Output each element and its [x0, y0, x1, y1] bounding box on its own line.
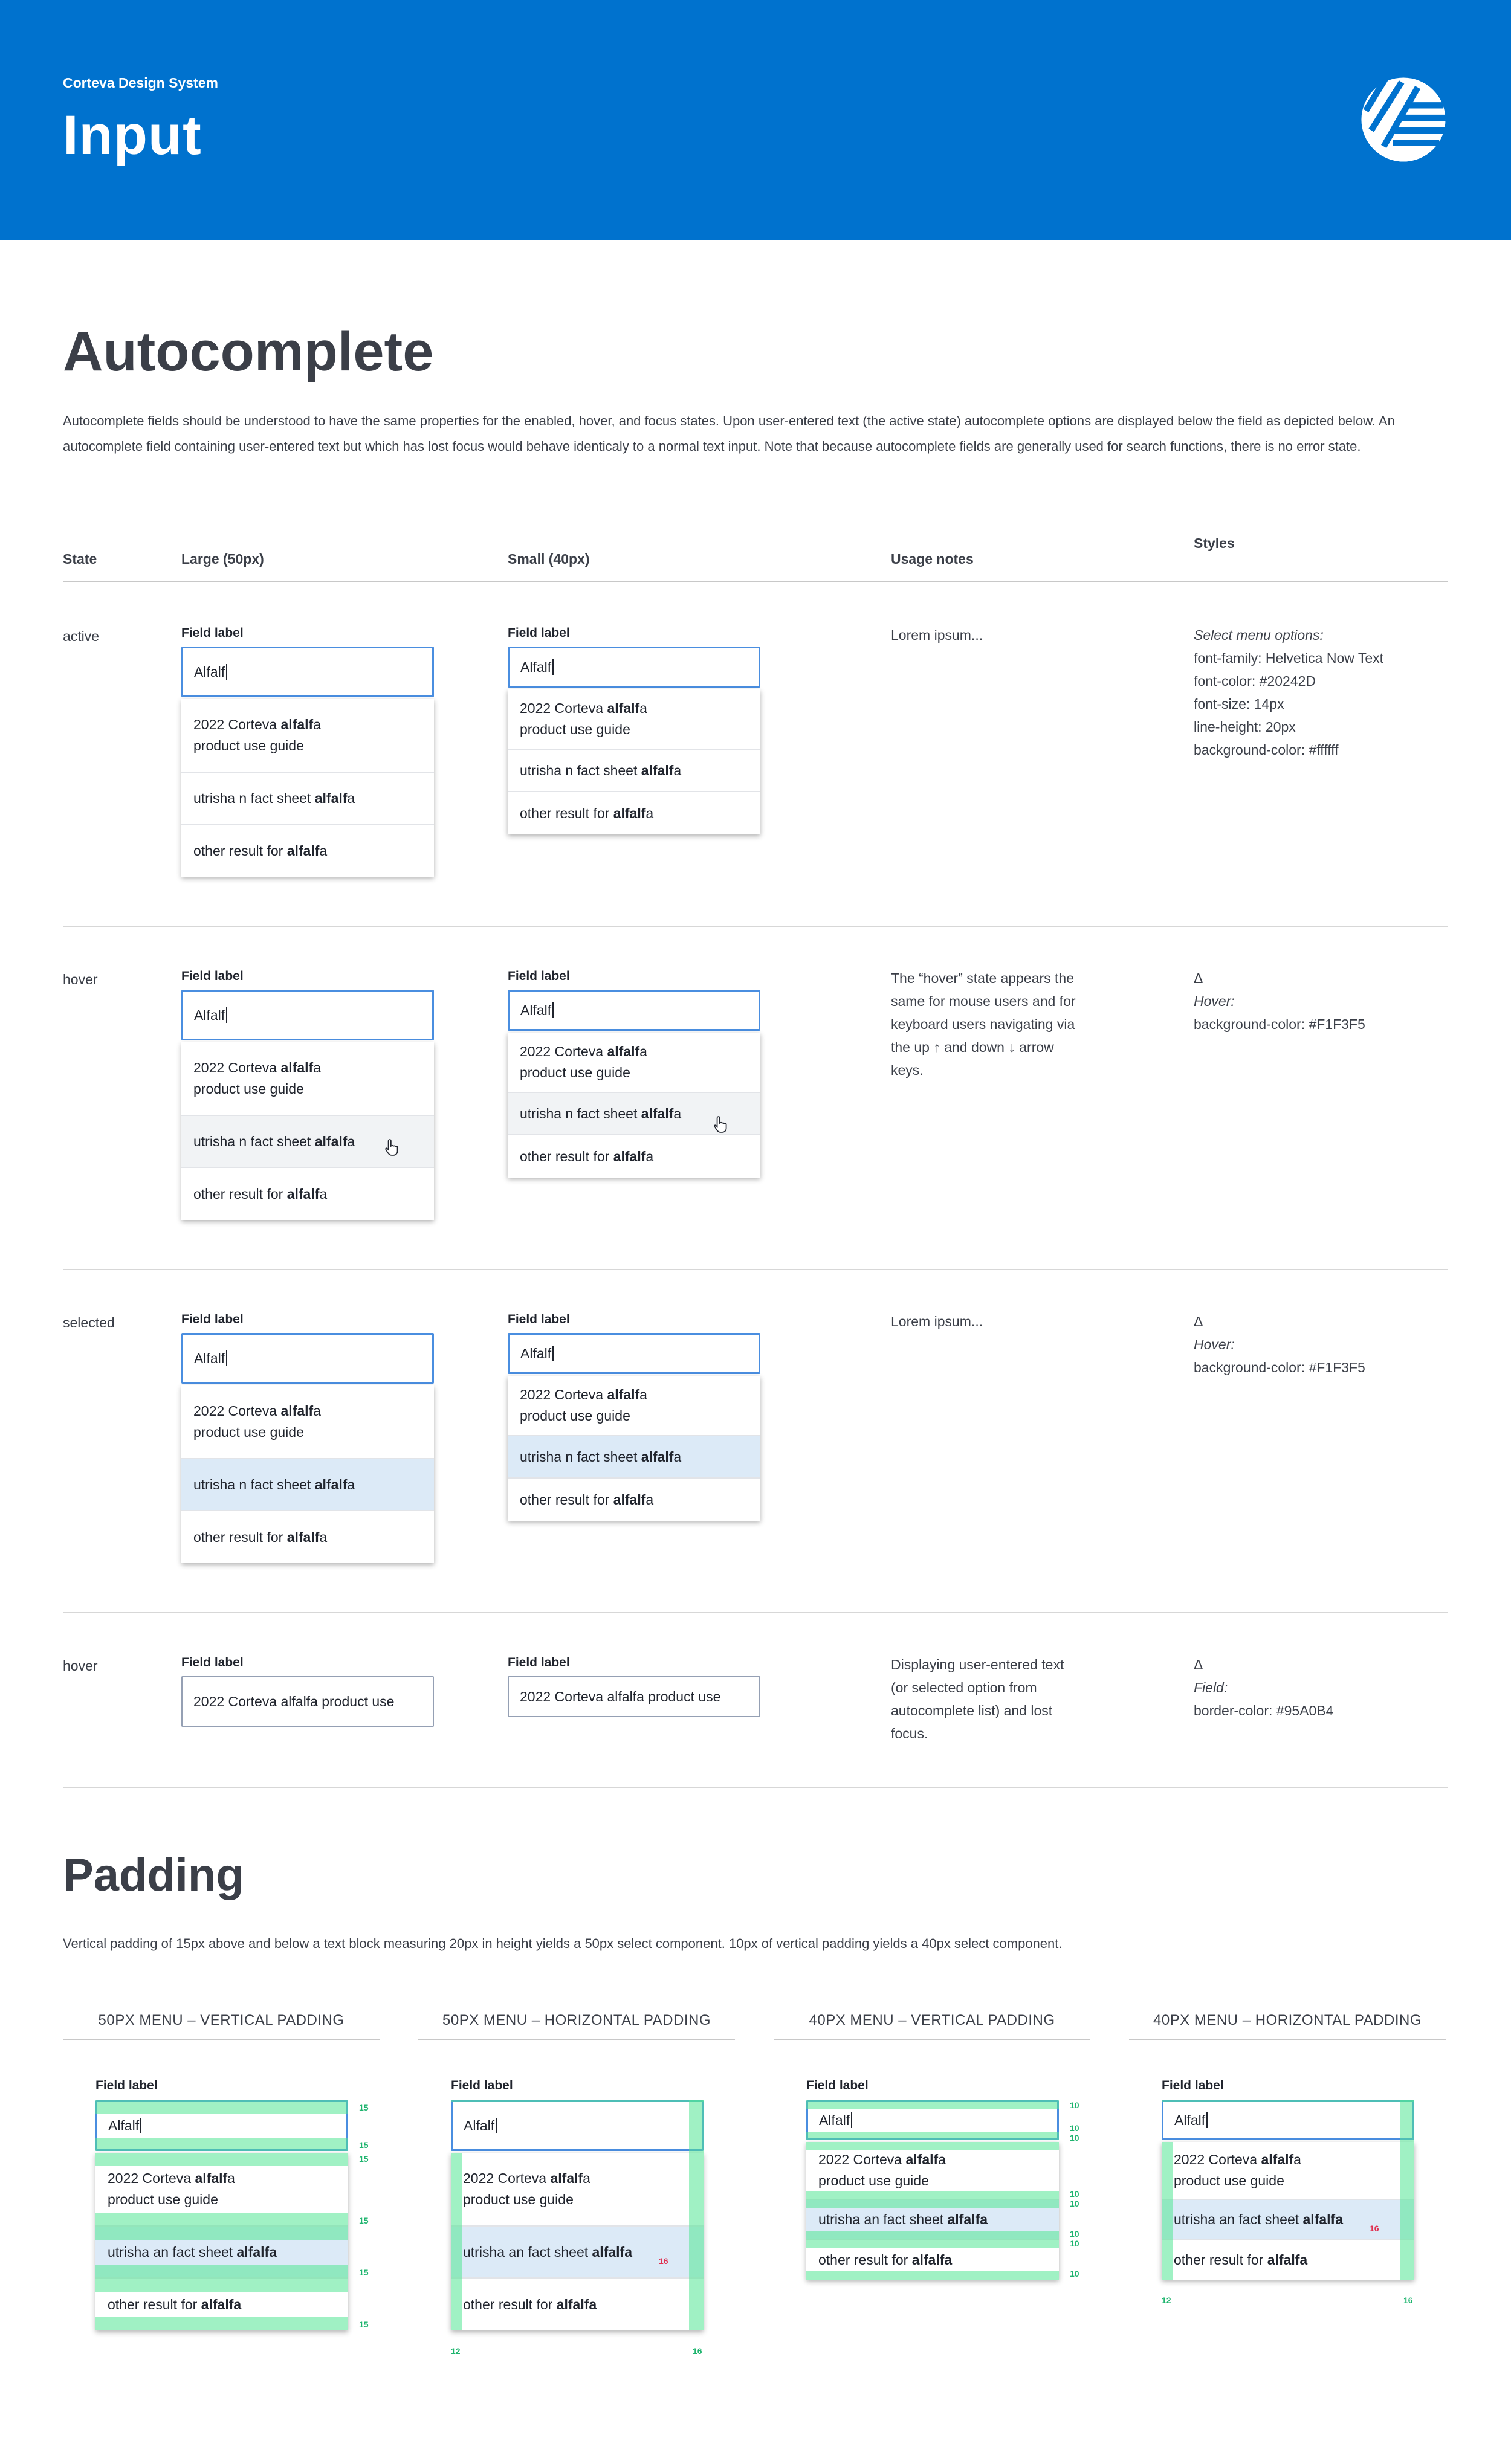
field-label: Field label: [508, 969, 570, 983]
style-line: background-color: #F1F3F5: [1194, 1016, 1365, 1032]
autocomplete-menu: [1162, 2142, 1414, 2280]
autocomplete-input[interactable]: [181, 647, 434, 697]
menu-option[interactable]: [181, 773, 434, 825]
input-value: Alfalf: [194, 1350, 225, 1366]
style-line: Select menu options:: [1194, 627, 1324, 643]
padding-column: [418, 2012, 735, 2040]
padding-column: [63, 2012, 380, 2040]
padding-band: [806, 2191, 1059, 2200]
option-text: 2022 Corteva: [193, 1403, 281, 1419]
option-text-rest: a: [645, 1491, 654, 1508]
padding-value: 15: [359, 2268, 369, 2277]
autocomplete-menu: [451, 2153, 704, 2330]
col-small: Small (40px): [508, 551, 590, 567]
style-line: font-size: 14px: [1194, 696, 1284, 712]
style-line: Field:: [1194, 1680, 1228, 1695]
col-usage: Usage notes: [891, 551, 974, 567]
padding-band-field-left: [451, 2100, 704, 2102]
usage-notes: Displaying user-entered text (or selected option from autocomplete list) and lost focus.: [891, 1657, 1064, 1741]
option-match: alfalfa: [592, 2243, 632, 2260]
option-match: alfalf: [613, 1491, 646, 1508]
row-divider: [63, 1612, 1448, 1613]
style-line: font-color: #20242D: [1194, 673, 1316, 689]
autocomplete-menu: [806, 2142, 1059, 2280]
menu-option[interactable]: [508, 792, 760, 834]
option-match: alfalf: [641, 1105, 674, 1121]
padding-band: [806, 2200, 1059, 2208]
autocomplete-input[interactable]: [508, 990, 760, 1031]
menu-option[interactable]: [508, 1135, 760, 1178]
option-match: alfalf: [286, 1529, 320, 1545]
option-text-rest: a: [227, 2170, 235, 2186]
padding-value: 10: [1070, 2269, 1079, 2279]
field-label: Field label: [95, 2079, 158, 2092]
page-header: [0, 0, 1511, 240]
option-text-rest: a: [347, 1476, 355, 1492]
input-value: Alfalf: [1174, 2112, 1206, 2128]
col-styles: Styles: [1194, 535, 1235, 551]
option-text-rest: a: [313, 717, 321, 732]
menu-option[interactable]: [508, 1479, 760, 1521]
option-match: alfalfa: [236, 2243, 277, 2260]
input-value: 2022 Corteva alfalfa product use: [193, 1693, 395, 1709]
row-state-label: hover: [63, 1658, 98, 1674]
autocomplete-input[interactable]: [508, 1333, 760, 1374]
style-line: Δ: [1194, 1657, 1203, 1672]
padding-value: 10: [1070, 2199, 1079, 2208]
large-autocomplete-0: [181, 626, 434, 877]
option-line2: product use guide: [108, 2191, 218, 2207]
option-match: alfalf: [286, 842, 320, 859]
style-line: Δ: [1194, 1314, 1203, 1329]
padding-band-right: [1400, 2100, 1414, 2280]
option-match: alfalf: [613, 805, 646, 821]
option-text-rest: a: [938, 2152, 946, 2167]
option-line2: product use guide: [1174, 2173, 1284, 2188]
menu-option[interactable]: [508, 1436, 760, 1479]
padding-value: 10: [1070, 2133, 1079, 2143]
menu-option[interactable]: [181, 699, 434, 773]
page-title: Input: [63, 105, 202, 166]
text-caret: [140, 2118, 141, 2133]
option-match: alfalf: [314, 1476, 348, 1492]
padding-band-field-left: [1162, 2100, 1414, 2102]
text-caret: [851, 2112, 852, 2128]
style-line: border-color: #95A0B4: [1194, 1703, 1334, 1718]
padding-value: 15: [359, 2154, 369, 2164]
padding-value-left: 12: [1162, 2295, 1171, 2305]
option-text-rest: a: [639, 700, 647, 716]
input-value: Alfalf: [520, 1345, 552, 1361]
option-line2: product use guide: [193, 738, 304, 753]
option-match: alfalfa: [201, 2296, 242, 2312]
option-match: alfalfa: [1267, 2251, 1308, 2268]
option-text: 2022 Corteva: [520, 1387, 607, 1402]
option-match: alfalf: [195, 2170, 228, 2186]
option-text: 2022 Corteva: [193, 717, 281, 732]
usage-notes: Lorem ipsum...: [891, 1314, 983, 1329]
field-label: Field label: [181, 626, 244, 640]
style-line: font-family: Helvetica Now Text: [1194, 650, 1384, 666]
hand-pointer-icon: [384, 1138, 400, 1156]
option-match: alfalf: [1261, 2152, 1294, 2167]
input-value: Alfalf: [520, 659, 552, 675]
text-caret: [552, 659, 554, 675]
option-text-rest: a: [1293, 2152, 1301, 2167]
option-match: alfalf: [613, 1148, 646, 1164]
option-text-rest: a: [319, 1529, 328, 1545]
option-text: other result for: [520, 1491, 613, 1508]
style-line: Hover:: [1194, 1337, 1235, 1352]
large-autocomplete-1: [181, 969, 434, 1220]
padding-column: [1129, 2012, 1446, 2040]
input-value: Alfalf: [108, 2117, 140, 2133]
menu-option[interactable]: [181, 1042, 434, 1116]
large-autocomplete-2: [181, 1312, 434, 1563]
menu-option[interactable]: [1162, 2240, 1414, 2280]
padding-value-right: 16: [1403, 2295, 1413, 2305]
padding-band: [806, 2142, 1059, 2150]
autocomplete-menu: [95, 2153, 348, 2330]
padding-value-left: 12: [451, 2346, 461, 2356]
option-text: utrisha n fact sheet: [520, 1448, 641, 1465]
padding-column-title: 50PX MENU – HORIZONTAL PADDING: [418, 2012, 735, 2040]
option-text: other result for: [818, 2251, 912, 2268]
padding-heading: Padding: [63, 1850, 244, 1901]
menu-option[interactable]: [451, 2227, 704, 2279]
padding-band: [95, 2153, 348, 2166]
design-system-eyebrow: Corteva Design System: [63, 75, 218, 91]
option-text: utrisha an fact sheet: [108, 2243, 237, 2260]
option-text: utrisha an fact sheet: [1174, 2211, 1303, 2227]
option-text: utrisha n fact sheet: [193, 790, 315, 806]
row-state-label: active: [63, 628, 100, 644]
option-text: 2022 Corteva: [1174, 2152, 1261, 2167]
input-value: Alfalf: [194, 663, 225, 680]
option-line2: product use guide: [520, 1065, 630, 1080]
menu-option[interactable]: [181, 1385, 434, 1459]
header-divider: [63, 581, 1448, 582]
padding-value-right: 16: [693, 2346, 702, 2356]
option-text: utrisha n fact sheet: [520, 1105, 641, 1121]
autocomplete-input[interactable]: [508, 1676, 760, 1717]
field-label: Field label: [806, 2079, 869, 2092]
option-match: alfalf: [607, 1387, 640, 1402]
option-text: 2022 Corteva: [818, 2152, 906, 2167]
style-notes: [1194, 967, 1448, 1036]
style-notes: [1194, 1653, 1448, 1722]
option-match: alfalfa: [947, 2211, 988, 2227]
option-match: alfalfa: [1302, 2211, 1343, 2227]
option-text-rest: a: [347, 1133, 355, 1149]
option-text-rest: a: [319, 1185, 328, 1202]
padding-value: 10: [1070, 2123, 1079, 2133]
row-state-label: selected: [63, 1315, 115, 1330]
autocomplete-input[interactable]: [181, 1676, 434, 1727]
option-text: other result for: [520, 805, 613, 821]
autocomplete-menu: [181, 699, 434, 877]
padding-band: [95, 2279, 348, 2292]
padding-gap-value: 16: [1370, 2224, 1379, 2233]
field-label: Field label: [451, 2079, 513, 2092]
option-match: alfalf: [314, 1133, 348, 1149]
padding-value: 10: [1070, 2100, 1079, 2110]
option-text: 2022 Corteva: [193, 1060, 281, 1076]
padding-column-title: 40PX MENU – HORIZONTAL PADDING: [1129, 2012, 1446, 2040]
option-line2: product use guide: [463, 2191, 574, 2207]
option-match: alfalf: [286, 1185, 320, 1202]
option-match: alfalf: [280, 717, 314, 732]
option-text-rest: a: [645, 1148, 654, 1164]
padding-band: [95, 2265, 348, 2279]
menu-option[interactable]: [508, 750, 760, 792]
style-line: Δ: [1194, 970, 1203, 986]
autocomplete-input[interactable]: [508, 647, 760, 688]
option-text-rest: a: [673, 1105, 682, 1121]
small-autocomplete-1: [508, 969, 760, 1178]
option-text-rest: a: [313, 1060, 321, 1076]
col-large: Large (50px): [181, 551, 264, 567]
autocomplete-menu: [181, 1042, 434, 1220]
option-text: other result for: [193, 1529, 287, 1545]
option-match: alfalf: [280, 1403, 314, 1419]
usage-notes: Lorem ipsum...: [891, 627, 983, 643]
field-label: Field label: [1162, 2079, 1224, 2092]
padding-band: [95, 2227, 348, 2240]
padding-column: [774, 2012, 1090, 2040]
text-caret: [226, 1350, 227, 1366]
padding-gap-value: 16: [659, 2256, 668, 2266]
autocomplete-menu: [508, 1033, 760, 1178]
option-line2: product use guide: [193, 1081, 304, 1097]
autocomplete-intro: Autocomplete fields should be understood to have the same properties for the enabled, hover, and focus states. Upon user-entered text (the active state) autocomplete options are displayed below the field as depicted below. An autocomplete field containing user-entered text but which has lost focus would behave identicaly to a normal text input. Note that because autocomplete fields are generally used for search functions, there is no error state.: [63, 413, 1395, 454]
padding-band: [806, 2132, 1059, 2140]
autocomplete-input[interactable]: [1162, 2100, 1414, 2140]
option-text: 2022 Corteva: [463, 2170, 551, 2186]
style-line: background-color: #ffffff: [1194, 742, 1339, 758]
option-text-rest: a: [639, 1387, 647, 1402]
menu-option[interactable]: [451, 2279, 704, 2330]
option-line2: product use guide: [818, 2173, 929, 2188]
option-text: other result for: [193, 842, 287, 859]
option-text-rest: a: [319, 842, 328, 859]
option-match: alfalfa: [556, 2296, 597, 2312]
option-line2: product use guide: [193, 1424, 304, 1440]
padding-band: [95, 2213, 348, 2227]
text-caret: [226, 664, 227, 680]
row-divider: [63, 926, 1448, 927]
autocomplete-input[interactable]: [451, 2100, 704, 2151]
small-autocomplete-0: [508, 626, 760, 834]
field-label: Field label: [181, 969, 244, 983]
option-text-rest: a: [347, 790, 355, 806]
option-match: alfalfa: [911, 2251, 953, 2268]
padding-intro: Vertical padding of 15px above and below a text block measuring 20px in height yields a 50px select component. 10px of vertical padding yields a 40px select component.: [63, 1936, 1063, 1951]
hand-pointer-icon: [713, 1115, 729, 1134]
option-text: utrisha n fact sheet: [520, 762, 641, 778]
padding-value: 10: [1070, 2239, 1079, 2248]
option-text: 2022 Corteva: [520, 700, 607, 716]
text-caret: [1206, 2112, 1208, 2128]
option-match: alfalf: [314, 790, 348, 806]
padding-band: [95, 2100, 348, 2114]
padding-value: 15: [359, 2140, 369, 2150]
option-text: other result for: [520, 1148, 613, 1164]
padding-value: 15: [359, 2216, 369, 2225]
padding-value: 10: [1070, 2229, 1079, 2239]
menu-option[interactable]: [508, 689, 760, 750]
text-caret: [496, 2118, 497, 2133]
padding-value: 15: [359, 2320, 369, 2329]
option-text-rest: a: [673, 762, 682, 778]
option-text: 2022 Corteva: [520, 1043, 607, 1059]
padding-example: [95, 2079, 348, 2330]
option-text: other result for: [1174, 2251, 1267, 2268]
padding-band: [95, 2138, 348, 2151]
row-divider: [63, 1787, 1448, 1788]
style-notes: [1194, 624, 1448, 761]
padding-example: [451, 2079, 704, 2330]
option-text: utrisha an fact sheet: [463, 2243, 592, 2260]
input-value: Alfalf: [819, 2112, 850, 2128]
corteva-logo-icon: [1359, 75, 1448, 164]
option-text-rest: a: [645, 805, 654, 821]
menu-option[interactable]: [181, 1168, 434, 1220]
autocomplete-heading: Autocomplete: [63, 321, 434, 382]
autocomplete-menu: [508, 689, 760, 834]
input-value: 2022 Corteva alfalfa product use: [520, 1688, 721, 1704]
menu-option[interactable]: [181, 1511, 434, 1563]
padding-band-right: [689, 2100, 704, 2330]
text-caret: [552, 1346, 554, 1361]
option-text: utrisha n fact sheet: [193, 1476, 315, 1492]
menu-option[interactable]: [508, 1376, 760, 1436]
input-value: Alfalf: [520, 1002, 552, 1018]
option-text: other result for: [463, 2296, 557, 2312]
field-label: Field label: [181, 1656, 244, 1669]
menu-option[interactable]: [1162, 2142, 1414, 2200]
option-text: 2022 Corteva: [108, 2170, 195, 2186]
menu-option[interactable]: [181, 1459, 434, 1511]
option-match: alfalf: [607, 700, 640, 716]
padding-band: [806, 2240, 1059, 2248]
autocomplete-input[interactable]: [181, 1333, 434, 1384]
option-match: alfalf: [641, 1448, 674, 1465]
option-text-rest: a: [639, 1043, 647, 1059]
menu-option[interactable]: [451, 2153, 704, 2227]
option-line2: product use guide: [520, 721, 630, 737]
padding-band: [95, 2317, 348, 2330]
menu-option[interactable]: [181, 825, 434, 877]
input-value: Alfalf: [464, 2117, 495, 2133]
text-caret: [226, 1007, 227, 1023]
large-autocomplete-3: [181, 1656, 434, 1727]
option-match: alfalf: [905, 2152, 939, 2167]
option-text-rest: a: [673, 1448, 682, 1465]
option-text: other result for: [108, 2296, 201, 2312]
field-label: Field label: [181, 1312, 244, 1326]
padding-band: [806, 2100, 1059, 2109]
option-text: utrisha n fact sheet: [193, 1133, 315, 1149]
row-divider: [63, 1269, 1448, 1270]
option-match: alfalf: [607, 1043, 640, 1059]
usage-notes: The “hover” state appears the same for mouse users and for keyboard users navigating via the up ↑ and down ↓ arrow keys.: [891, 970, 1076, 1078]
autocomplete-menu: [181, 1385, 434, 1563]
field-label: Field label: [508, 626, 570, 640]
field-label: Field label: [508, 1312, 570, 1326]
padding-example: [1162, 2079, 1414, 2280]
row-state-label: hover: [63, 972, 98, 987]
autocomplete-menu: [508, 1376, 760, 1521]
padding-band: [806, 2231, 1059, 2240]
option-text-rest: a: [313, 1403, 321, 1419]
autocomplete-input[interactable]: [181, 990, 434, 1040]
style-line: line-height: 20px: [1194, 719, 1296, 735]
option-text: utrisha an fact sheet: [818, 2211, 948, 2227]
field-label: Field label: [508, 1656, 570, 1669]
padding-column-title: 40PX MENU – VERTICAL PADDING: [774, 2012, 1090, 2040]
padding-value: 10: [1070, 2189, 1079, 2199]
option-match: alfalf: [641, 762, 674, 778]
menu-option[interactable]: [1162, 2200, 1414, 2240]
option-text: other result for: [193, 1185, 287, 1202]
text-caret: [552, 1002, 554, 1018]
small-autocomplete-2: [508, 1312, 760, 1521]
col-state: State: [63, 551, 97, 567]
padding-column-title: 50PX MENU – VERTICAL PADDING: [63, 2012, 380, 2040]
padding-band-left: [1162, 2142, 1173, 2280]
style-notes: [1194, 1310, 1448, 1379]
option-line2: product use guide: [520, 1408, 630, 1424]
input-value: Alfalf: [194, 1007, 225, 1023]
option-match: alfalf: [280, 1060, 314, 1076]
option-match: alfalf: [550, 2170, 583, 2186]
padding-band: [806, 2271, 1059, 2280]
small-autocomplete-3: [508, 1656, 760, 1717]
menu-option[interactable]: [508, 1033, 760, 1093]
style-line: background-color: #F1F3F5: [1194, 1359, 1365, 1375]
style-line: Hover:: [1194, 993, 1235, 1009]
option-text-rest: a: [583, 2170, 590, 2186]
padding-band-left: [451, 2153, 462, 2330]
padding-value: 15: [359, 2103, 369, 2112]
